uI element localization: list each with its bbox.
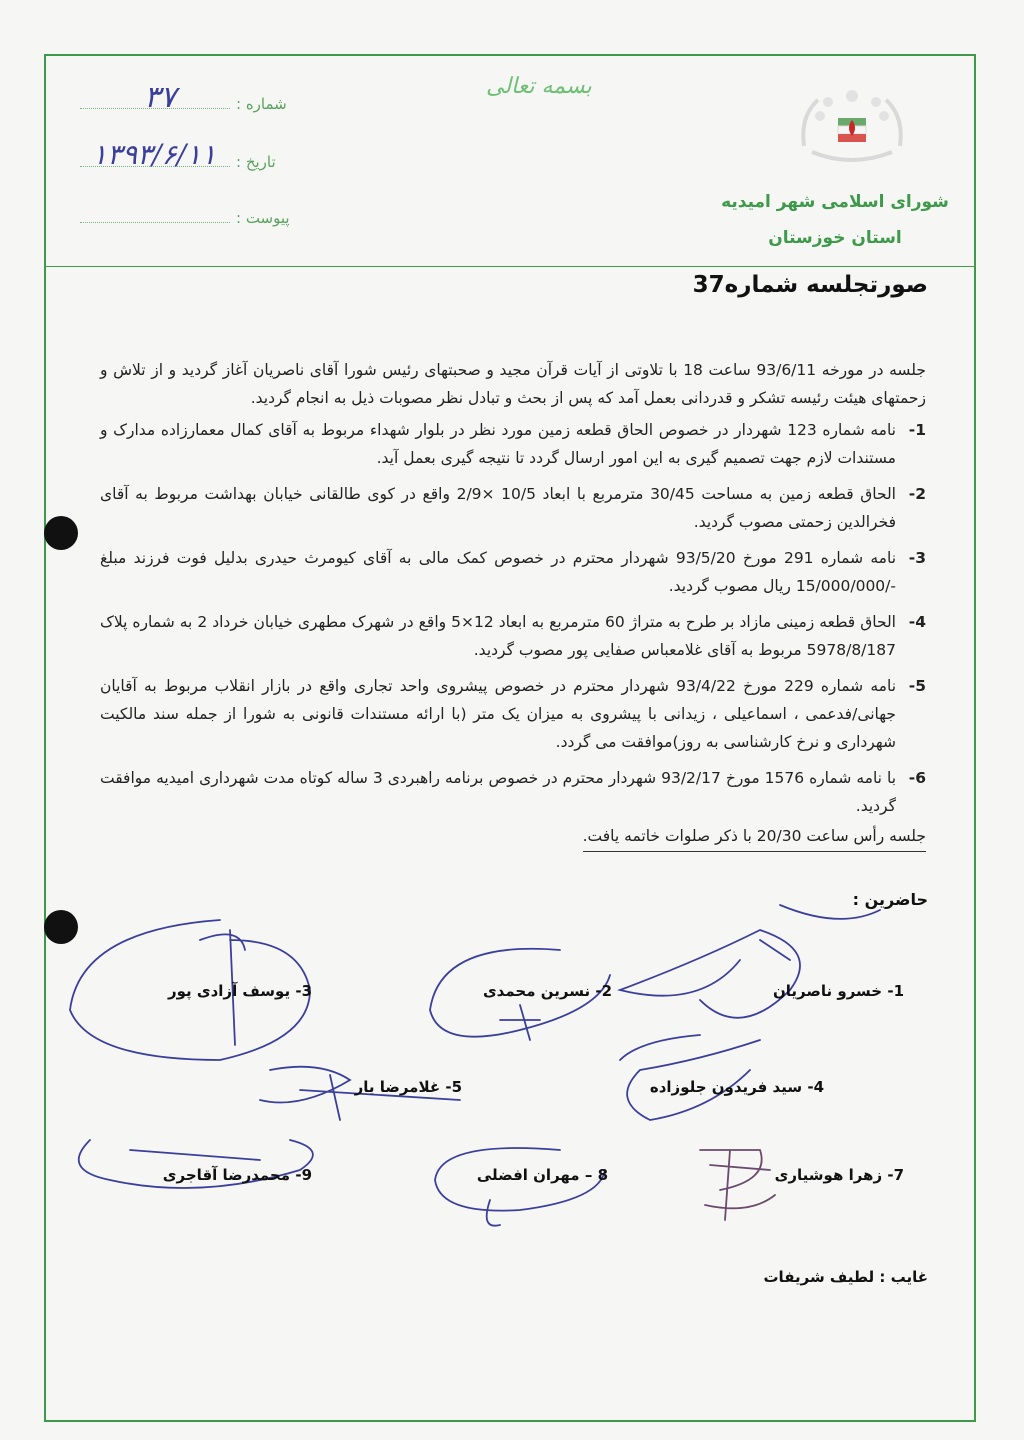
attendee-7 [775, 1166, 904, 1184]
item-text: الحاق قطعه زمینی مازاد بر طرح به متراژ 60 مترمربع به ابعاد 12×5 واقع در شهرک مطهری خیابان خرداد 2 به شماره پلاک 5978/8/187 مربوط به آقای غلامعباس صفایی پور مصوب گردید. [100, 613, 896, 659]
date-label: تاریخ : [236, 153, 276, 171]
item-text: نامه شماره 123 شهردار در خصوص الحاق قطعه زمین مورد نظر در بلوار شهداء مربوط به آقای کمال معمارزاده مدارک و مستندات لازم جهت تصمیم گیری به این امور ارسال گردد تا نتیجه گیری بعمل آید. [100, 421, 896, 467]
attendee-5 [355, 1078, 462, 1096]
attendee-3 [168, 982, 312, 1000]
intro-paragraph: جلسه در مورخه 93/6/11 ساعت 18 با تلاوتی از آیات قرآن مجید و صحبتهای رئیس شورا آقای ناصریان آغاز گردید و از تلاش و زحمتهای هیئت رئیسه تشکر و قدردانی بعمل آمد که پس از بحث و تبادل نظر مصوبات ذیل به انجام گردید. [100, 361, 926, 407]
attendee-number: 4- [807, 1078, 824, 1096]
attendee-name: زهرا هوشیاری [774, 1166, 883, 1184]
absent-line: غایب : لطیف شریفات [763, 1268, 928, 1286]
item-number: 5- [908, 677, 926, 695]
attendee-2 [483, 982, 612, 1000]
attendee-name: خسرو ناصریان [772, 982, 883, 1000]
attachment-label: پیوست : [236, 209, 290, 227]
attendee-number: 5- [445, 1078, 462, 1096]
number-label: شماره : [236, 95, 287, 113]
item-number: 3- [908, 549, 926, 567]
attendee-9 [163, 1166, 312, 1184]
attendee-name: مهران افضلی [476, 1166, 580, 1184]
item-number: 2- [908, 485, 926, 503]
closing-text: جلسه رأس ساعت 20/30 با ذکر صلوات خاتمه یافت. [583, 822, 926, 852]
attendee-number: 9- [295, 1166, 312, 1184]
item-text: الحاق قطعه زمین به مساحت 30/45 مترمربع با ابعاد 10/5 ×2/9 واقع در کوی طالقانی خیابان بهداشت مربوط به آقای فخرالدین زحمتی مصوب گردید. [100, 485, 896, 531]
attendee-name: نسرین محمدی [482, 982, 591, 1000]
attendee-number: 8 – [584, 1166, 608, 1184]
attendee-number: 1- [887, 982, 904, 1000]
council-name: شورای اسلامی شهر امیدیه [721, 192, 949, 212]
attendee-number: 3- [295, 982, 312, 1000]
item-text: نامه شماره 229 مورخ 93/4/22 شهردار محترم در خصوص پیشروی واحد تجاری واقع در بازار انقلاب مربوط به آقایان جهانی/فدعمی ، اسماعیلی ، زیدانی با پیشروی به میزان یک متر (با ارائه مستندات قانونی به شورا از جمله سند مالکیت شهرداری و نرخ کارشناسی به روز)موافقت می گردد. [100, 677, 897, 751]
attendee-name: سید فریدون جلوزاده [649, 1078, 803, 1096]
item-text: نامه شماره 291 مورخ 93/5/20 شهردار محترم در خصوص کمک مالی به آقای کیومرث حیدری بدلیل فوت فرزند مبلغ -/15/000/000 ریال مصوب گردید. [100, 549, 897, 595]
province-name: استان خوزستان [768, 228, 902, 248]
handwritten-date: ۱۳۹۳/۶/۱۱ [92, 138, 217, 171]
signature [620, 905, 883, 1018]
item-number: 6- [908, 769, 926, 787]
item-number: 1- [908, 421, 926, 439]
attendee-1 [773, 982, 904, 1000]
page-title: صورتجلسه شماره37 [692, 272, 928, 298]
basmala: بسمه تعالی [486, 74, 592, 99]
item-text: با نامه شماره 1576 مورخ 93/2/17 شهردار محترم در خصوص برنامه راهبردی 3 ساله کوتاه مدت شهرداری امیدیه موافقت گردید. [100, 769, 897, 815]
item-number: 4- [908, 613, 926, 631]
signature [435, 1148, 605, 1226]
attendee-number: 7- [887, 1166, 904, 1184]
signature [700, 1150, 775, 1220]
attendee-name: محمدرضا آقاجری [162, 1166, 291, 1184]
attendee-4 [650, 1078, 824, 1096]
handwritten-number: ۳۷ [144, 80, 177, 115]
attendee-8 [477, 1166, 608, 1184]
attendees-heading: حاضرین : [852, 890, 928, 909]
attendee-number: 2- [595, 982, 612, 1000]
attendee-name: غلامرضا یار [354, 1078, 441, 1096]
attendee-name: یوسف آزادی پور [167, 982, 291, 1000]
